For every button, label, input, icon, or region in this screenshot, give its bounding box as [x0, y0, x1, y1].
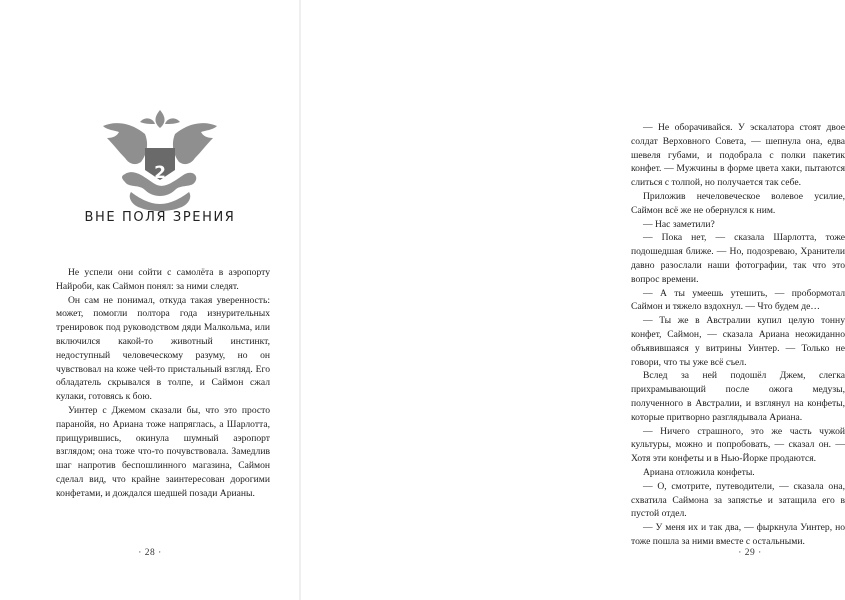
paragraph: — Не оборачивайся. У эскалатора стоят двое солдат Верховного Совета, — шепнула она, едва шевеля губами, и подобрала с полки пакетик конфет. — Мужчины в форме цвета хаки, пытаются слиться с толпой, но получается так себе. [631, 122, 845, 189]
paragraph: Уинтер с Джемом сказали бы, что это просто паранойя, но Ариана тоже напряглась, а Шарлотта, прищурившись, окинула шумный аэропорт взглядом; она тоже что-то почувствовала. Замедлив шаг напротив беспошлинного магазина, Саймон сделал вид, что крайне заинтересован дорогими конфетами, и дождался шедшей позади Арианы. [56, 404, 270, 499]
chapter-number: 2 [154, 163, 166, 183]
paragraph: Ариана отложила конфеты. [643, 466, 755, 478]
paragraph: — Ты же в Австралии купил целую тонну конфет, Саймон, — сказала Ариана неожиданно объявившаяся у витрины Уинтер. — Только не говори, что ты уже всё съел. [631, 315, 845, 368]
paragraph: — Нас заметили? [643, 218, 715, 230]
paragraph: — О, смотрите, путеводители, — сказала она, схватила Саймона за запястье и затащила его в пустой отдел. [631, 480, 845, 520]
paragraph: Приложив нечеловеческое волевое усилие, Саймон всё же не обернулся к ним. [631, 190, 845, 216]
paragraph: Он сам не понимал, откуда такая уверенность: может, помогли полтора года изнурительных тренировок под руководством дяди Малкольма, или включился какой-то животный инстинкт, недоступный человеческому разуму, но он чувствовал на коже чей-то пристальный взгляд. Его обладатель скрывался в толпе, и Саймон сжал кулаки, готовясь к бою. [56, 294, 270, 403]
left-page [0, 0, 300, 600]
right-page-text [631, 121, 845, 549]
right-page [300, 0, 845, 600]
paragraph: — Пока нет, — сказала Шарлотта, тоже подошедшая ближе. — Но, подозреваю, Хранители давно разослали наши фотографии, так что это вопрос времени. [631, 232, 845, 285]
paragraph: Вслед за ней подошёл Джем, слегка прихрамывающий после ожога медузы, полученного в Австралии, и взглянул на конфеты, которые притворно разглядывала Ариана. [631, 370, 845, 423]
chapter-title: ВНЕ ПОЛЯ ЗРЕНИЯ [84, 210, 236, 225]
page-number-right: · 29 · [738, 548, 762, 558]
paragraph: Не успели они сойти с самолёта в аэропорту Найроби, как Саймон понял: за ними следят. [56, 267, 270, 292]
paragraph: — У меня их и так два, — фыркнула Уинтер, но тоже пошла за ними вместе с остальными. [631, 522, 845, 547]
paragraph: — Ничего страшного, это же часть чужой культуры, можно и попробовать, — сказал он. — Хотя эти конфеты и в Нью-Йорке продаются. [631, 425, 845, 465]
page-number-left: · 28 · [138, 548, 162, 558]
paragraph: — А ты умеешь утешить, — пробормотал Саймон и тяжело вздохнул. — Что будем де… [631, 287, 845, 313]
left-page-text [56, 266, 270, 501]
